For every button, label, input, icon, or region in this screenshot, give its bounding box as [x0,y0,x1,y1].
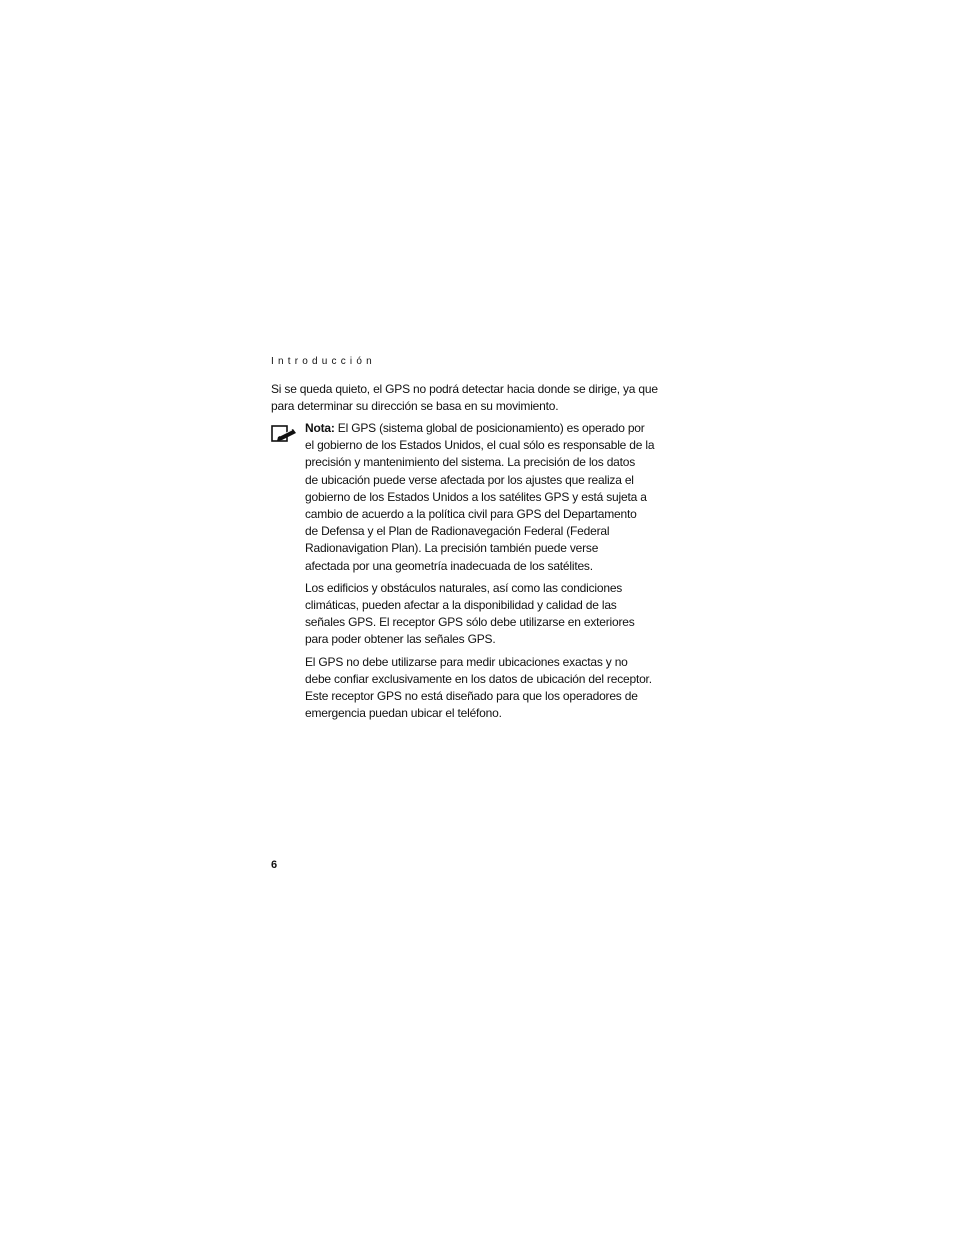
intro-paragraph [271,381,691,416]
note-line: de Defensa y el Plan de Radionavegación Federal (Federal [305,524,610,539]
page-number: 6 [271,859,278,871]
intro-line: para determinar su dirección se basa en su movimiento. [271,399,559,414]
note-line: señales GPS. El receptor GPS sólo debe utilizarse en exteriores [305,615,635,630]
page-header: Introducción [271,356,376,367]
note-line: emergencia puedan ubicar el teléfono. [305,706,502,721]
note-line: cambio de acuerdo a la política civil para GPS del Departamento [305,507,637,522]
note-label: Nota: [305,421,335,435]
note-line: debe confiar exclusivamente en los datos de ubicación del receptor. [305,671,652,686]
note-block [305,420,695,727]
note-line: afectada por una geometría inadecuada de los satélites. [305,558,593,573]
intro-line: Si se queda quieto, el GPS no podrá detectar hacia donde se dirige, ya que [271,382,658,396]
note-line: Los edificios y obstáculos naturales, así como las condiciones [305,580,623,595]
note-line: Radionavigation Plan). La precisión también puede verse [305,541,599,556]
note-line: Este receptor GPS no está diseñado para que los operadores de [305,689,638,704]
note-first-line [305,420,695,437]
note-line: gobierno de los Estados Unidos a los satélites GPS y está sujeta a [305,489,647,504]
note-line: de ubicación puede verse afectada por los ajustes que realiza el [305,472,634,487]
note-pencil-icon [271,424,297,444]
note-paragraph-2 [305,580,695,649]
note-first-line-text: El GPS (sistema global de posicionamiento) es operado por [334,421,645,435]
note-paragraph-1 [305,420,695,575]
note-line: precisión y mantenimiento del sistema. La precisión de los datos [305,455,636,470]
note-line: el gobierno de los Estados Unidos, el cual sólo es responsable de la [305,438,655,453]
note-line: El GPS no debe utilizarse para medir ubicaciones exactas y no [305,654,628,669]
note-paragraph-3 [305,654,695,723]
note-line: para poder obtener las señales GPS. [305,632,496,647]
note-line: climáticas, pueden afectar a la disponibilidad y calidad de las [305,598,617,613]
